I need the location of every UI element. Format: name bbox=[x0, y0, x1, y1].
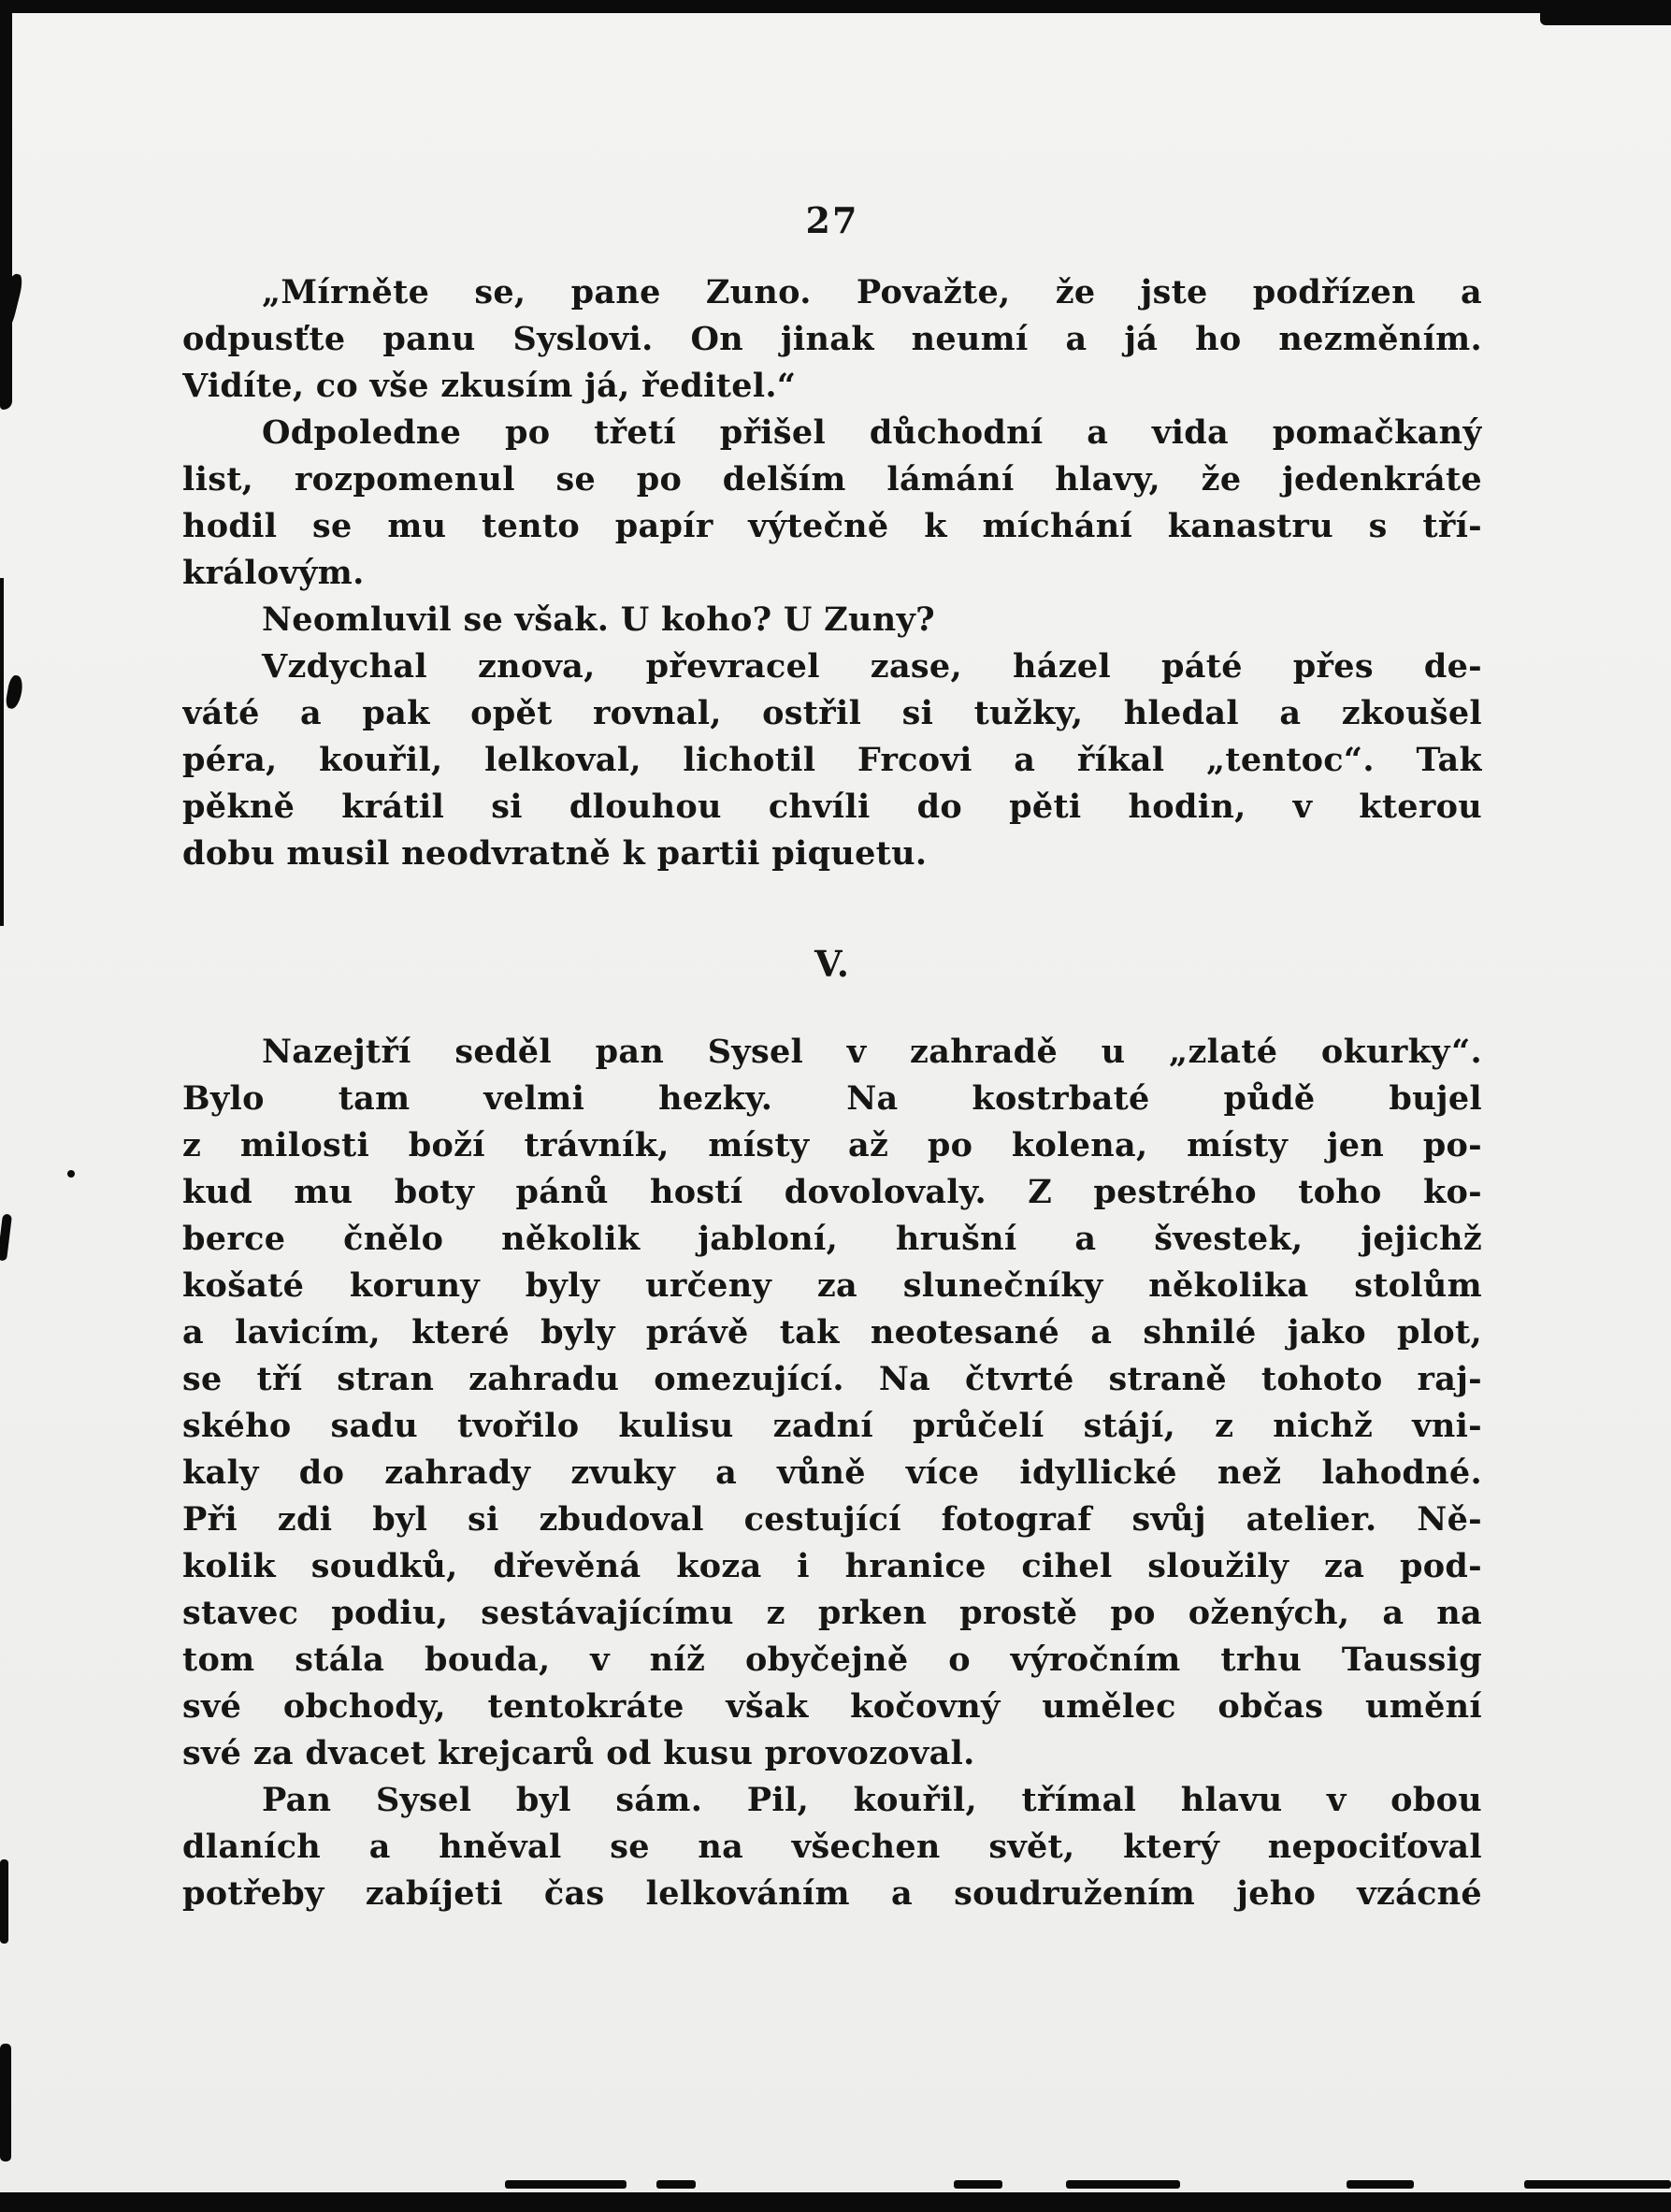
text-line: Nazejtří seděl pan Sysel v zahradě u „zlaté okurky“. bbox=[262, 1033, 1482, 1071]
scan-edge-top-right bbox=[1540, 0, 1671, 25]
scan-mark-bottom-left-1 bbox=[0, 1859, 8, 1944]
section-heading: V. bbox=[814, 943, 851, 985]
text-line: kolik soudků, dřevěná koza i hranice cihel sloužily za pod- bbox=[182, 1547, 1482, 1585]
paragraph bbox=[182, 1029, 1482, 1777]
scan-mark-bottom-left-2 bbox=[0, 2044, 11, 2161]
text-line: potřeby zabíjeti čas lelkováním a soudružením jeho vzácné bbox=[182, 1874, 1482, 1913]
text-line: dlaních a hněval se na všechen svět, který nepociťoval bbox=[182, 1828, 1482, 1866]
paragraph bbox=[182, 597, 1482, 643]
text-line: a lavicím, které byly právě tak neotesané a shnilé jako plot, bbox=[182, 1313, 1482, 1352]
text-line: Bylo tam velmi hezky. Na kostrbaté půdě bujel bbox=[182, 1079, 1482, 1118]
text-line: list, rozpomenul se po delším lámání hlavy, že jedenkráte bbox=[182, 460, 1482, 499]
text-line: „Mírněte se, pane Zuno. Považte, že jste podřízen a bbox=[262, 273, 1482, 311]
paragraph bbox=[182, 1777, 1482, 1917]
scan-edge-bottom-dash bbox=[1066, 2180, 1180, 2189]
text-body bbox=[182, 269, 1482, 1917]
text-line: péra, kouřil, lelkoval, lichotil Frcovi a říkal „tentoc“. Tak bbox=[182, 741, 1482, 779]
scan-edge-bottom-dash bbox=[656, 2180, 696, 2189]
scan-edge-bottom-dash bbox=[954, 2180, 1002, 2189]
text-line: Při zdi byl si zbudoval cestující fotograf svůj atelier. Ně- bbox=[182, 1500, 1482, 1539]
text-line: berce čnělo několik jabloní, hrušní a švestek, jejichž bbox=[182, 1220, 1482, 1258]
scan-edge-bottom-dash bbox=[1524, 2180, 1671, 2189]
text-line: stavec podiu, sestávajícímu z prken prostě po ožených, a na bbox=[182, 1594, 1482, 1632]
text-line: se tří stran zahradu omezující. Na čtvrté straně tohoto raj- bbox=[182, 1360, 1482, 1398]
text-line: své obchody, tentokráte však kočovný umělec občas umění bbox=[182, 1687, 1482, 1726]
page-number: 27 bbox=[805, 199, 859, 241]
text-line: váté a pak opět rovnal, ostřil si tužky, hledal a zkoušel bbox=[182, 694, 1482, 732]
text-line: hodil se mu tento papír výtečně k míchání kanastru s tří- bbox=[182, 507, 1482, 545]
text-line: královým. bbox=[182, 554, 365, 592]
scan-edge-top bbox=[0, 0, 1671, 13]
text-line: z milosti boží trávník, místy až po kolena, místy jen po- bbox=[182, 1126, 1482, 1164]
text-line: Vidíte, co vše zkusím já, ředitel.“ bbox=[182, 367, 797, 405]
scan-edge-bottom bbox=[0, 2192, 1671, 2212]
text-line: Vzdychal znova, převracel zase, házel páté přes de- bbox=[262, 647, 1482, 686]
paragraph bbox=[182, 643, 1482, 877]
scan-edge-left-thin bbox=[0, 578, 4, 926]
text-line: košaté koruny byly určeny za slunečníky několika stolům bbox=[182, 1266, 1482, 1305]
scan-edge-bottom-dash bbox=[505, 2180, 627, 2189]
scan-mark-left-tick bbox=[0, 1214, 12, 1262]
text-line: odpusťte panu Syslovi. On jinak neumí a já ho nezměním. bbox=[182, 320, 1482, 358]
text-line: Neomluvil se však. U koho? U Zuny? bbox=[262, 600, 935, 639]
text-line: Pan Sysel byl sám. Pil, kouřil, třímal hlavu v obou bbox=[262, 1781, 1482, 1819]
text-line: své za dvacet krejcarů od kusu provozoval. bbox=[182, 1734, 975, 1772]
text-line: ského sadu tvořilo kulisu zadní průčelí stájí, z nichž vni- bbox=[182, 1407, 1482, 1445]
scan-edge-bottom-dash bbox=[1347, 2180, 1414, 2189]
scan-edge-left bbox=[0, 0, 12, 410]
text-line: kaly do zahrady zvuky a vůně více idyllické než lahodné. bbox=[182, 1453, 1482, 1492]
text-line: Odpoledne po třetí přišel důchodní a vida pomačkaný bbox=[262, 413, 1482, 452]
text-line: pěkně krátil si dlouhou chvíli do pěti hodin, v kterou bbox=[182, 788, 1482, 826]
text-line: dobu musil neodvratně k partii piquetu. bbox=[182, 834, 928, 873]
text-line: tom stála bouda, v níž obyčejně o výročním trhu Taussig bbox=[182, 1641, 1482, 1679]
paragraph bbox=[182, 269, 1482, 410]
text-line: kud mu boty pánů hostí dovolovaly. Z pestrého toho ko- bbox=[182, 1173, 1482, 1211]
scan-mark-margin-dot bbox=[67, 1170, 75, 1178]
paragraph bbox=[182, 410, 1482, 597]
scan-mark-ink-blot bbox=[5, 674, 24, 710]
